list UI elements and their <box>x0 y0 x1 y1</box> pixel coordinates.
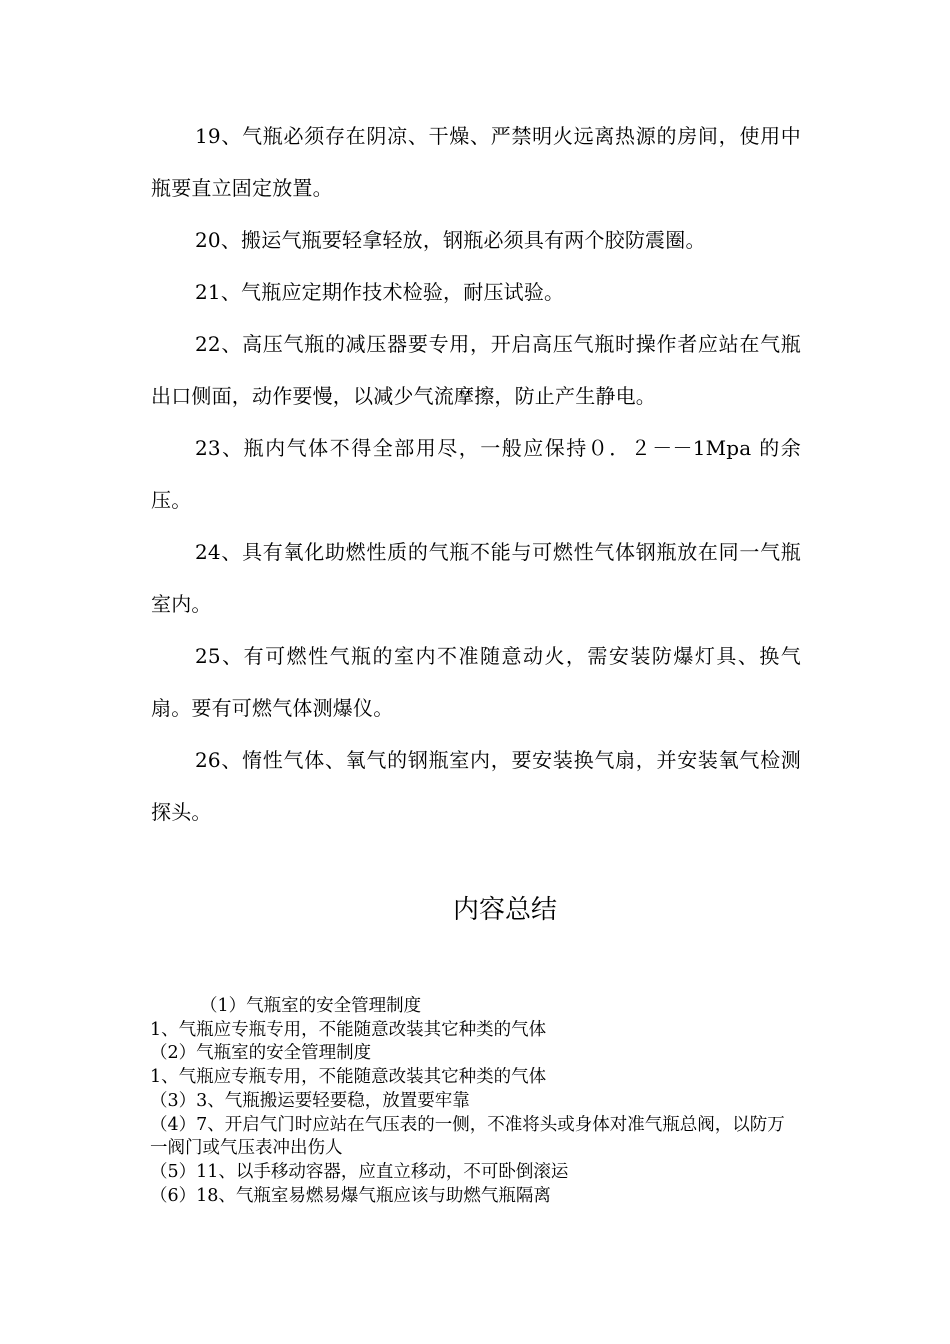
summary-title: 内容总结 <box>452 895 557 925</box>
summary-line: （5）11、以手移动容器，应直立移动，不可卧倒滚运 <box>150 1161 569 1182</box>
summary-line: （3）3、气瓶搬运要轻要稳，放置要牢靠 <box>150 1090 470 1111</box>
summary-line: 1、气瓶应专瓶专用，不能随意改装其它种类的气体 <box>150 1019 547 1040</box>
paragraph-20: 20、搬运气瓶要轻拿轻放，钢瓶必须具有两个胶防震圈。 <box>195 228 706 252</box>
paragraph-23: 23、瓶内气体不得全部用尽，一般应保持０．２－－1Mpa 的余压。 <box>151 436 801 512</box>
summary-line: （4）7、开启气门时应站在气压表的一侧，不准将头或身体对准气瓶总阀，以防万一阀门或气压表冲出伤人 <box>150 1114 785 1159</box>
paragraph-26: 26、惰性气体、氧气的钢瓶室内，要安装换气扇，并安装氧气检测探头。 <box>151 748 801 824</box>
paragraph-19: 19、气瓶必须存在阴凉、干燥、严禁明火远离热源的房间，使用中瓶要直立固定放置。 <box>151 124 801 200</box>
summary-line: 1、气瓶应专瓶专用，不能随意改装其它种类的气体 <box>150 1067 547 1088</box>
paragraph-22: 22、高压气瓶的减压器要专用，开启高压气瓶时操作者应站在气瓶出口侧面，动作要慢，以减少气流摩擦，防止产生静电。 <box>151 332 801 408</box>
paragraph-24: 24、具有氧化助燃性质的气瓶不能与可燃性气体钢瓶放在同一气瓶室内。 <box>151 540 801 616</box>
body-text <box>151 110 801 838</box>
paragraph-21: 21、气瓶应定期作技术检验，耐压试验。 <box>195 280 565 304</box>
summary-line: （6）18、气瓶室易燃易爆气瓶应该与助燃气瓶隔离 <box>150 1185 551 1206</box>
summary-line: （1）气瓶室的安全管理制度 <box>200 996 422 1016</box>
summary-line: （2）气瓶室的安全管理制度 <box>150 1043 372 1064</box>
paragraph-25: 25、有可燃性气瓶的室内不准随意动火，需安装防爆灯具、换气扇。要有可燃气体测爆仪。 <box>151 644 801 720</box>
summary-section <box>150 995 800 1208</box>
